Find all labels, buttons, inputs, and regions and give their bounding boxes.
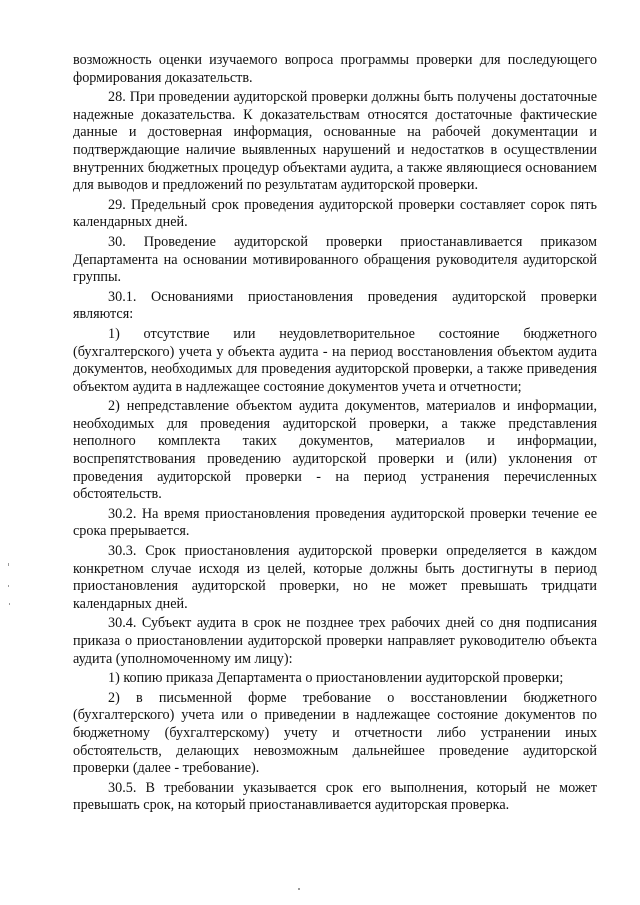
paragraph-29: 29. Предельный срок проведения аудиторской проверки составляет сорок пять календарных дней. [73,196,597,231]
scan-speck-left-2 [8,585,9,587]
paragraph-30-1: 30.1. Основаниями приостановления проведения аудиторской проверки являются: [73,288,597,323]
document-page [73,52,597,815]
paragraph-30-2: 30.2. На время приостановления проведения аудиторской проверки течение ее срока прерывается. [73,505,597,540]
paragraph-30: 30. Проведение аудиторской проверки приостанавливается приказом Департамента на основании мотивированного обращения руководителя аудиторской группы. [73,233,597,286]
scan-speck-left-1 [8,563,9,566]
paragraph-30-4-item-2: 2) в письменной форме требование о восстановлении бюджетного (бухгалтерского) учета или о приведении в надлежащее состояние документов по бюджетному (бухгалтерскому) учету и отчетности либо устранении иных обстоятельств, делающих невозможным дальнейшее проведение аудиторской проверки (далее - требование). [73,689,597,777]
paragraph-30-4: 30.4. Субъект аудита в срок не позднее трех рабочих дней со дня подписания приказа о приостановлении аудиторской проверки направляет руководителю объекта аудита (уполномоченному им лицу): [73,615,597,667]
paragraph-30-3: 30.3. Срок приостановления аудиторской проверки определяется в каждом конкретном случае исходя из целей, которые должны быть достигнуты в период приостановления аудиторской проверки, но не может превышать тридцати календарных дней. [73,543,597,612]
paragraph-30-1-item-1: 1) отсутствие или неудовлетворительное состояние бюджетного (бухгалтерского) учета у объекта аудита - на период восстановления объектом аудита документов, необходимых для проведения аудиторской проверки, а также приведения объектом аудита в надлежащее состояние документов учета и отчетности; [73,325,597,395]
paragraph-28: 28. При проведении аудиторской проверки должны быть получены достаточные надежные доказательства. К доказательствам относятся достаточные фактические данные и достоверная информация, основанные на рабочей документации и подтверждающие наличие выявленных нарушений и недостатков в осуществлении внутренних бюджетных процедур объектами аудита, а также являющиеся основанием для выводов и предложений по результатам аудиторской проверки. [73,89,597,194]
scan-speck-left-3 [9,603,10,605]
scan-speck-bottom [298,888,300,890]
paragraph-30-4-item-1: 1) копию приказа Департамента о приостановлении аудиторской проверки; [108,670,564,687]
paragraph-30-1-item-2: 2) непредставление объектом аудита документов, материалов и информации, необходимых для проведения аудиторской проверки, а также представления неполного комплекта таких документов, материалов и информации, воспрепятствования проведению аудиторской проверки и (или) уклонения от проведения аудиторской проверки - на период устранения перечисленных обстоятельств. [73,398,597,503]
paragraph-30-5: 30.5. В требовании указывается срок его выполнения, который не может превышать срок, на который приостанавливается аудиторская проверка. [73,779,597,814]
paragraph-continuation: возможность оценки изучаемого вопроса программы проверки для последующего формирования доказательств. [73,52,597,86]
